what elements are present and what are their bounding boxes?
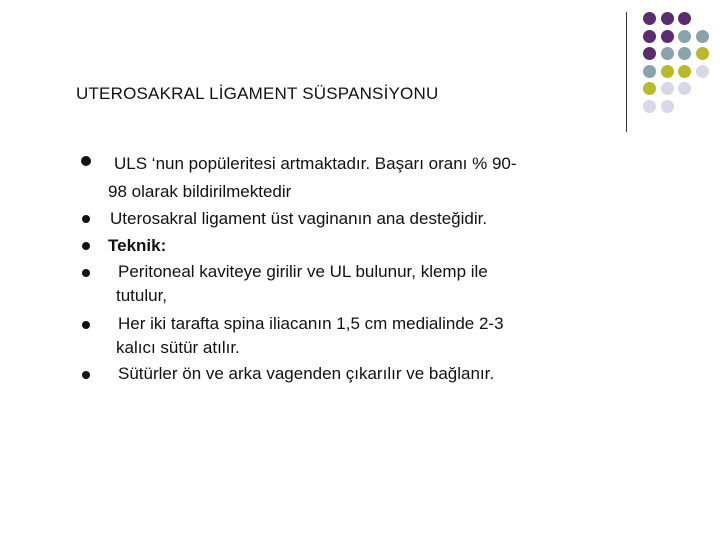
decorative-dot <box>661 12 674 25</box>
bullet-marker-icon <box>82 321 90 329</box>
decorative-dot <box>643 30 656 43</box>
decorative-dot <box>643 47 656 60</box>
decorative-dot-grid <box>0 0 720 140</box>
bullet-marker-icon <box>81 156 91 166</box>
decorative-dot <box>643 12 656 25</box>
bullet-marker-icon <box>82 215 90 223</box>
decorative-dot <box>678 82 691 95</box>
decorative-dot <box>678 65 691 78</box>
bullet-line: tutulur, <box>116 286 168 305</box>
bullet-marker-icon <box>82 371 90 379</box>
decorative-dot <box>661 30 674 43</box>
bullet-line: 98 olarak bildirilmektedir <box>108 182 292 201</box>
bullet-item-4 <box>76 260 676 308</box>
bullet-marker-icon <box>82 242 90 250</box>
bullet-line: Teknik: <box>108 236 167 255</box>
decorative-dot <box>678 47 691 60</box>
bullet-item-3 <box>76 232 676 260</box>
bullet-item-1 <box>76 150 676 206</box>
decorative-dot <box>643 82 656 95</box>
decorative-dot <box>661 47 674 60</box>
bullet-line: Uterosakral ligament üst vaginanın ana desteğidir. <box>110 209 488 228</box>
bullet-line: Sütürler ön ve arka vagenden çıkarılır ve bağlanır. <box>118 364 495 383</box>
decorative-dot <box>696 65 709 78</box>
slide-title: UTEROSAKRAL LİGAMENT SÜSPANSİYONU <box>76 84 439 103</box>
decorative-dot <box>696 47 709 60</box>
decorative-dot <box>696 30 709 43</box>
bullet-item-5 <box>76 312 676 360</box>
decorative-dot <box>661 65 674 78</box>
title-divider-line <box>626 12 627 132</box>
decorative-dot <box>643 100 656 113</box>
bullet-list <box>76 150 676 386</box>
bullet-item-2 <box>76 206 676 232</box>
bullet-line: Peritoneal kaviteye girilir ve UL bulunur, klemp ile <box>118 262 488 281</box>
bullet-line: ULS ‘nun popüleritesi artmaktadır. Başarı oranı % 90- <box>114 154 517 173</box>
bullet-item-6 <box>76 362 676 386</box>
decorative-dot <box>678 12 691 25</box>
decorative-dot <box>678 30 691 43</box>
decorative-dot <box>661 82 674 95</box>
bullet-marker-icon <box>82 269 90 277</box>
decorative-dot <box>661 100 674 113</box>
bullet-line: Her iki tarafta spina iliacanın 1,5 cm medialinde 2-3 <box>118 314 504 333</box>
bullet-line: kalıcı sütür atılır. <box>116 338 240 357</box>
decorative-dot <box>643 65 656 78</box>
